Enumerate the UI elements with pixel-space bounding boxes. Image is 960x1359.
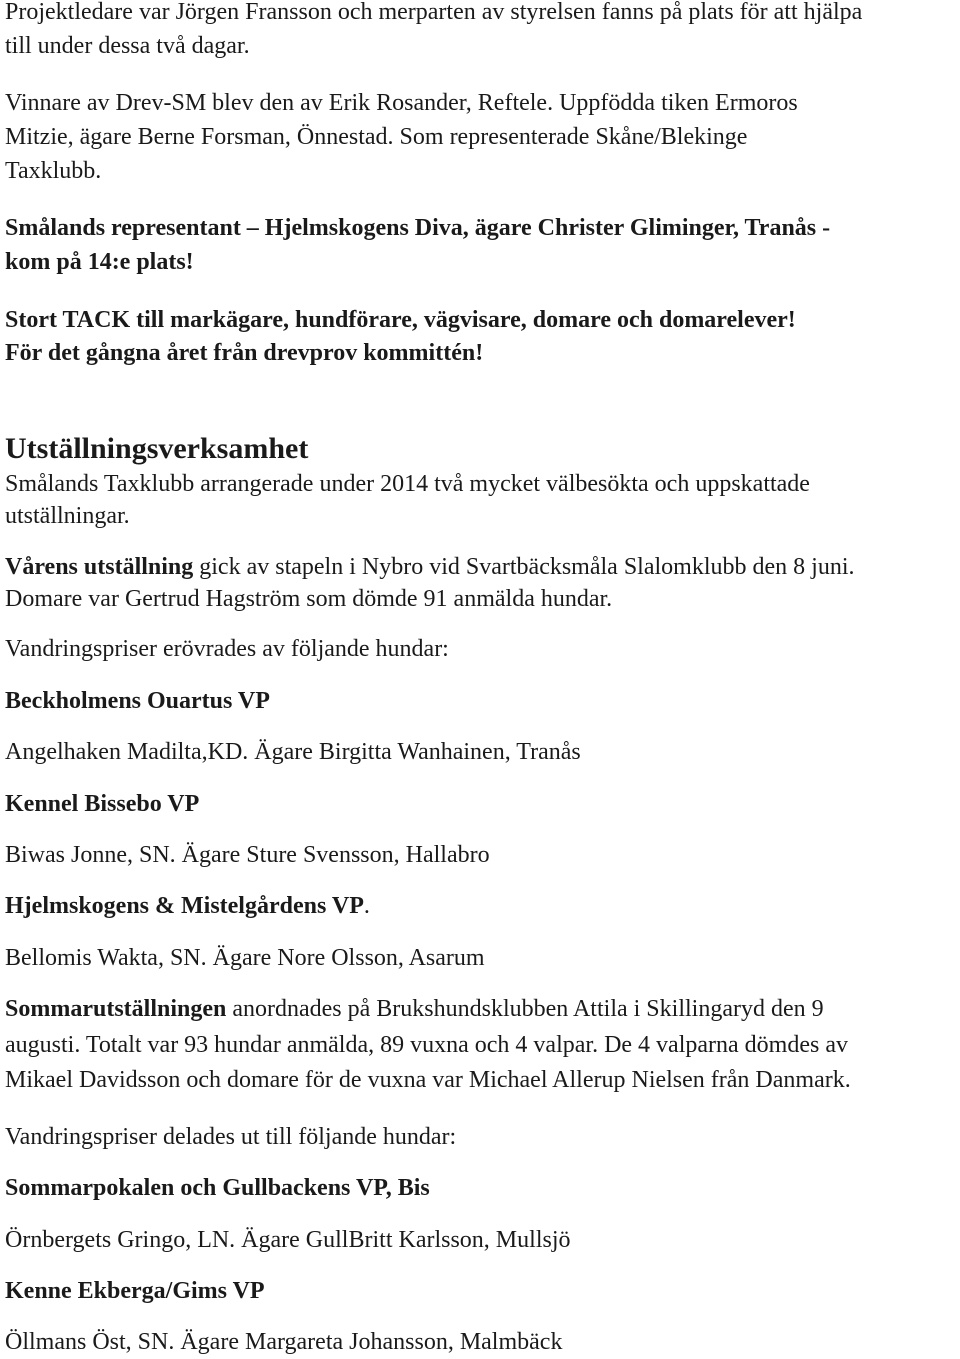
spring-show-text: gick av stapeln i Nybro vid Svartbäcksmåla Slalomklubb den 8 juni. xyxy=(193,554,855,580)
thanks-line-2: För det gångna året från drevprov kommittén! xyxy=(5,340,484,366)
summer-prizes-intro: Vandringspriser delades ut till följande hundar: xyxy=(5,1124,457,1150)
spring-prize-3-suffix: . xyxy=(363,893,370,919)
thanks-line-1: Stort TACK till markägare, hundförare, vägvisare, domare och domarelever! xyxy=(5,307,796,333)
summer-winner-1: Örnbergets Gringo, LN. Ägare GullBritt Karlsson, Mullsjö xyxy=(5,1227,571,1253)
summer-show-title: Sommarutställningen xyxy=(5,996,227,1022)
section-heading: Utställningsverksamhet xyxy=(5,432,309,465)
summer-prize-2: Kenne Ekberga/Gims VP xyxy=(5,1278,265,1304)
spring-winner-2: Biwas Jonne, SN. Ägare Sture Svensson, Hallabro xyxy=(5,842,490,868)
exhibition-intro-line-1: Smålands Taxklubb arrangerade under 2014 två mycket välbesökta och uppskattade xyxy=(5,471,810,497)
spring-show-line-2: Domare var Gertrud Hagström som dömde 91 anmälda hundar. xyxy=(5,586,613,612)
summer-prize-1: Sommarpokalen och Gullbackens VP, Bis xyxy=(5,1175,430,1201)
summer-show-line-2: augusti. Totalt var 93 hundar anmälda, 89 vuxna och 4 valpar. De 4 valparna dömdes av xyxy=(5,1032,848,1058)
spring-winner-3: Bellomis Wakta, SN. Ägare Nore Olsson, Asarum xyxy=(5,945,485,971)
intro-line-2: till under dessa två dagar. xyxy=(5,33,250,59)
exhibition-intro-line-2: utställningar. xyxy=(5,503,130,529)
smaland-rep-line-2: kom på 14:e plats! xyxy=(5,249,194,275)
spring-prize-3-line xyxy=(5,894,370,918)
spring-prize-1: Beckholmens Ouartus VP xyxy=(5,688,270,714)
summer-winner-2: Öllmans Öst, SN. Ägare Margareta Johansson, Malmbäck xyxy=(5,1329,563,1355)
spring-prize-2: Kennel Bissebo VP xyxy=(5,791,200,817)
drev-sm-line-1: Vinnare av Drev-SM blev den av Erik Rosander, Reftele. Uppfödda tiken Ermoros xyxy=(5,90,798,116)
spring-prize-3: Hjelmskogens & Mistelgårdens VP xyxy=(5,893,364,919)
intro-line-1: Projektledare var Jörgen Fransson och merparten av styrelsen fanns på plats för att hjälpa xyxy=(5,0,863,25)
drev-sm-line-3: Taxklubb. xyxy=(5,158,102,184)
spring-show-title: Vårens utställning xyxy=(5,554,194,580)
smaland-rep-line-1: Smålands representant – Hjelmskogens Diva, ägare Christer Gliminger, Tranås - xyxy=(5,215,831,241)
spring-show-line-1 xyxy=(5,555,854,579)
drev-sm-line-2: Mitzie, ägare Berne Forsman, Önnestad. Som representerade Skåne/Blekinge xyxy=(5,124,748,150)
summer-show-text: anordnades på Brukshundsklubben Attila i Skillingaryd den 9 xyxy=(226,996,824,1022)
summer-show-line-1 xyxy=(5,997,824,1021)
spring-prizes-intro: Vandringspriser erövrades av följande hundar: xyxy=(5,636,449,662)
summer-show-line-3: Mikael Davidsson och domare för de vuxna var Michael Allerup Nielsen från Danmark. xyxy=(5,1067,851,1093)
spring-winner-1: Angelhaken Madilta,KD. Ägare Birgitta Wanhainen, Tranås xyxy=(5,739,581,765)
